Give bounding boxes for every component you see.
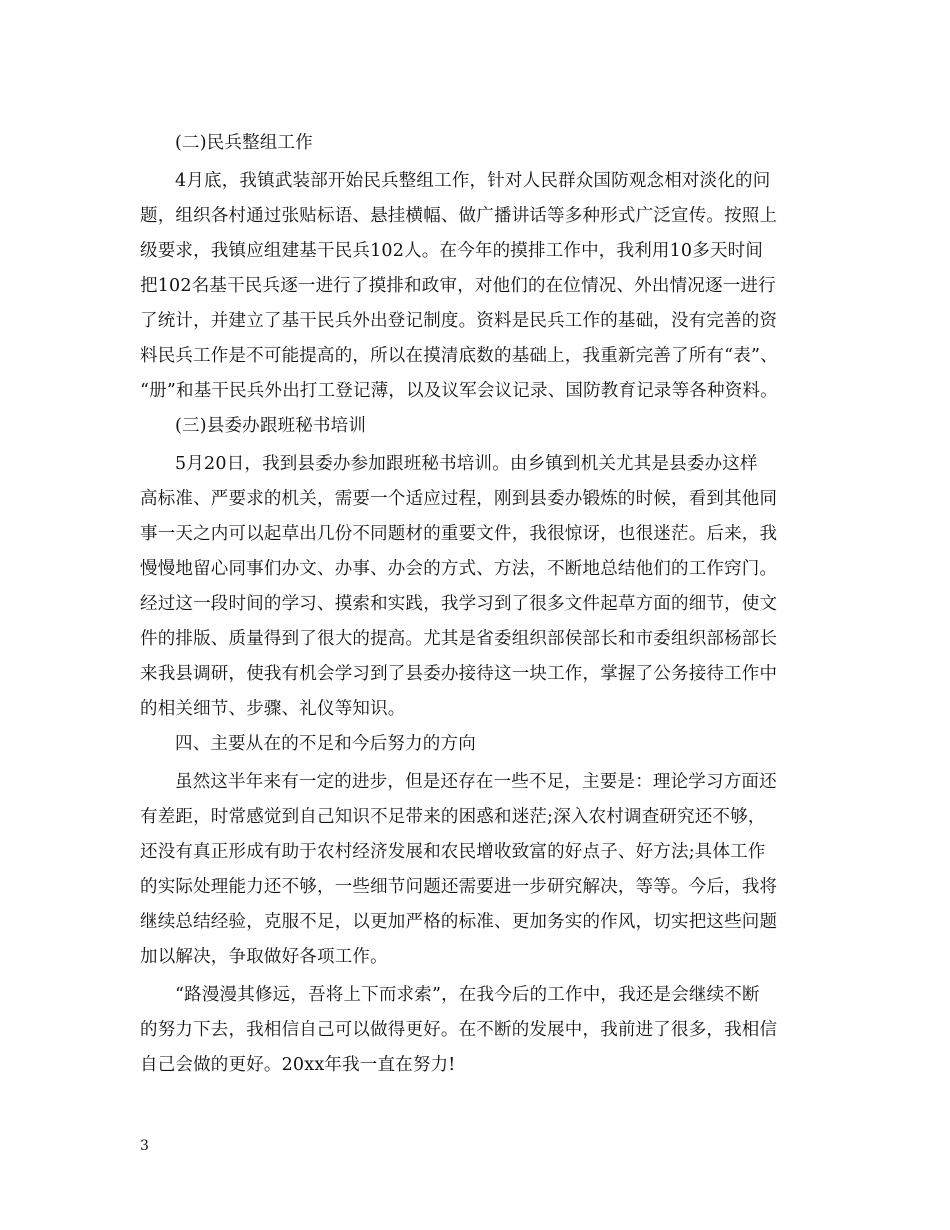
paragraph-line: 把102名基干民兵逐一进行了摸排和政审，对他们的在位情况、外出情况逐一进行 xyxy=(140,276,776,296)
paragraph-line: 有差距，时常感觉到自己知识不足带来的困惑和迷茫;深入农村调查研究还不够， xyxy=(140,807,766,827)
paragraph-line: “册”和基干民兵外出打工登记薄，以及议军会议记录、国防教育记录等各种资料。 xyxy=(140,381,778,401)
paragraph-line: 高标准、严要求的机关，需要一个适应过程，刚到县委办锻炼的时候，看到其他同 xyxy=(140,489,778,509)
paragraph-line: 经过这一段时间的学习、摸索和实践，我学习到了很多文件起草方面的细节，使文 xyxy=(140,594,778,614)
paragraph-line: 了统计，并建立了基干民兵外出登记制度。资料是民兵工作的基础，没有完善的资 xyxy=(140,311,778,331)
paragraph-line: 的努力下去，我相信自己可以做得更好。在不断的发展中，我前进了很多，我相信 xyxy=(140,1020,778,1040)
paragraph-line: “路漫漫其修远，吾将上下而求索”，在我今后的工作中，我还是会继续不断 xyxy=(175,985,760,1005)
section-heading: (三)县委办跟班秘书培训 xyxy=(175,416,367,436)
paragraph-line: 的实际处理能力还不够，一些细节问题还需要进一步研究解决，等等。今后，我将 xyxy=(140,877,778,897)
paragraph-line: 继续总结经验，克服不足，以更加严格的标准、更加务实的作风，切实把这些问题 xyxy=(140,912,778,932)
paragraph-line: 慢慢地留心同事们办文、办事、办会的方式、方法，不断地总结他们的工作窍门。 xyxy=(140,559,778,579)
paragraph-line: 的相关细节、步骤、礼仪等知识。 xyxy=(140,699,406,719)
paragraph-line: 自己会做的更好。20xx年我一直在努力! xyxy=(140,1055,456,1075)
section-heading: (二)民兵整组工作 xyxy=(175,133,313,153)
paragraph-line: 料民兵工作是不可能提高的，所以在摸清底数的基础上，我重新完善了所有“表”、 xyxy=(140,346,778,366)
paragraph-line: 4月底，我镇武装部开始民兵整组工作，针对人民群众国防观念相对淡化的问 xyxy=(175,171,771,191)
paragraph-line: 件的排版、质量得到了很大的提高。尤其是省委组织部侯部长和市委组织部杨部长 xyxy=(140,629,778,649)
paragraph-line: 加以解决，争取做好各项工作。 xyxy=(140,947,388,967)
paragraph-line: 虽然这半年来有一定的进步，但是还存在一些不足，主要是：理论学习方面还 xyxy=(175,772,777,792)
paragraph-line: 事一天之内可以起草出几份不同题材的重要文件，我很惊讶，也很迷茫。后来，我 xyxy=(140,524,778,544)
paragraph-line: 级要求，我镇应组建基干民兵102人。在今年的摸排工作中，我利用10多天时间 xyxy=(140,241,764,261)
paragraph-line: 还没有真正形成有助于农村经济发展和农民增收致富的好点子、好方法;具体工作 xyxy=(140,842,766,862)
section-heading: 四、主要从在的不足和今后努力的方向 xyxy=(175,734,476,754)
paragraph-line: 题，组织各村通过张贴标语、悬挂横幅、做广播讲话等多种形式广泛宣传。按照上 xyxy=(140,206,778,226)
paragraph-line: 来我县调研，使我有机会学习到了县委办接待这一块工作，掌握了公务接待工作中 xyxy=(140,664,778,684)
page-number: 3 xyxy=(140,1138,149,1154)
paragraph-line: 5月20日，我到县委办参加跟班秘书培训。由乡镇到机关尤其是县委办这样 xyxy=(175,454,758,474)
